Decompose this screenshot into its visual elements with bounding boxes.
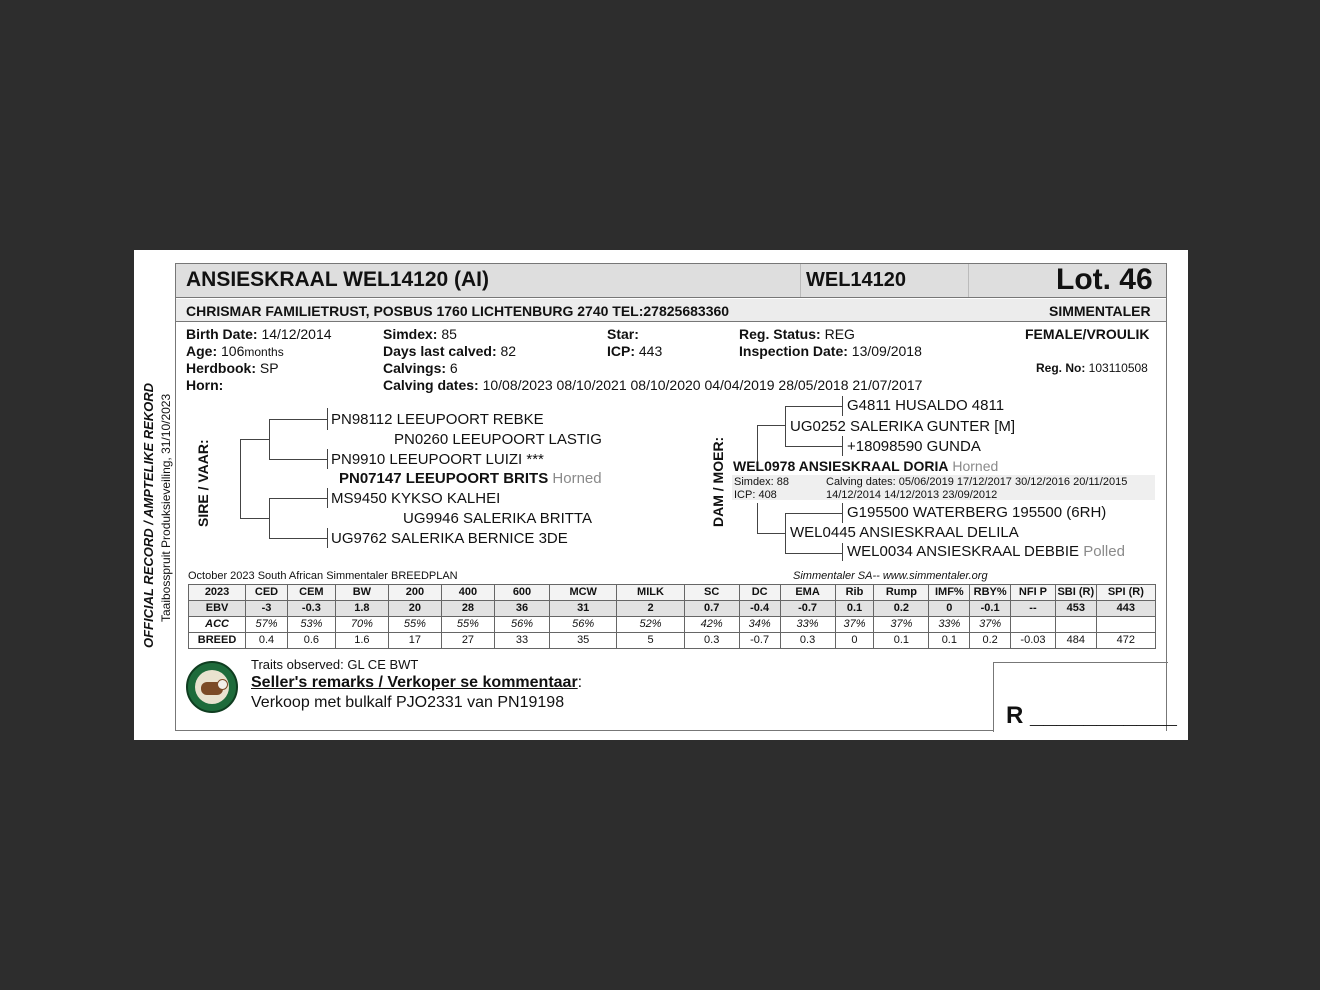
age: Age: 106months xyxy=(186,343,284,359)
breedplan-cell: RBY% xyxy=(970,585,1011,601)
animal-title: ANSIESKRAAL WEL14120 (AI) xyxy=(186,268,490,291)
breedplan-source: Simmentaler SA-- www.simmentaler.org xyxy=(793,570,988,582)
dam-dam-sire: G195500 WATERBERG 195500 (6RH) xyxy=(847,504,1107,521)
breedplan-cell: 0.3 xyxy=(780,633,835,649)
dam-name: WEL0978 ANSIESKRAAL DORIA Horned xyxy=(733,458,999,474)
days-last-calved: Days last calved: 82 xyxy=(383,343,517,359)
breedplan-cell: 20 xyxy=(388,601,441,617)
breedplan-cell: 36 xyxy=(494,601,549,617)
breedplan-cell: NFI P xyxy=(1011,585,1056,601)
dam-sire-sire: G4811 HUSALDO 4811 xyxy=(847,397,1005,414)
breedplan-cell: 56% xyxy=(494,617,549,633)
breedplan-cell: 0.7 xyxy=(684,601,739,617)
pedigree-line xyxy=(269,419,327,420)
price-field[interactable]: R ___________ xyxy=(1006,702,1177,729)
breedplan-cell xyxy=(1096,617,1155,633)
simmentaler-logo xyxy=(186,661,238,713)
sire-dam-sire: MS9450 KYKSO KALHEI xyxy=(331,490,501,507)
breedplan-cell: -0.7 xyxy=(739,633,780,649)
breedplan-cell: MCW xyxy=(550,585,617,601)
pedigree-line xyxy=(842,503,843,523)
breedplan-cell: 0.1 xyxy=(835,601,874,617)
sire-dam: PN9910 LEEUPOORT LUIZI *** xyxy=(331,451,544,468)
breedplan-cell: SPI (R) xyxy=(1096,585,1155,601)
pedigree-line xyxy=(269,419,270,459)
breedplan-cell: BW xyxy=(335,585,388,601)
herdbook: Herdbook: SP xyxy=(186,360,279,376)
breedplan-cell: 33% xyxy=(929,617,970,633)
dam-label: DAM / MOER: xyxy=(710,436,726,527)
breedplan-cell: 484 xyxy=(1055,633,1096,649)
breedplan-cell: 0.1 xyxy=(874,633,929,649)
dam-simdex: Simdex: 88 xyxy=(734,476,790,488)
breedplan-cell: 0.3 xyxy=(684,633,739,649)
sex: FEMALE/VROULIK xyxy=(1025,326,1150,342)
simdex: Simdex: 85 xyxy=(383,326,457,342)
breedplan-cell: CEM xyxy=(287,585,335,601)
star-label: Star: xyxy=(607,326,639,342)
breedplan-cell: 37% xyxy=(874,617,929,633)
pedigree-line xyxy=(757,425,785,426)
pedigree-line xyxy=(757,533,785,534)
pedigree-line xyxy=(785,553,842,554)
lot-card xyxy=(134,250,1188,740)
official-record-label: OFFICIAL RECORD / AMPTELIKE REKORD xyxy=(141,382,156,648)
breedplan-cell: -- xyxy=(1011,601,1056,617)
pedigree-line xyxy=(785,406,786,446)
breedplan-cell: 37% xyxy=(970,617,1011,633)
breedplan-cell: 33% xyxy=(780,617,835,633)
pedigree-line xyxy=(327,528,328,548)
pedigree-line xyxy=(327,449,328,469)
breed-name: SIMMENTALER xyxy=(1049,303,1151,319)
breedplan-cell: 37% xyxy=(835,617,874,633)
dam-dam-dam: WEL0034 ANSIESKRAAL DEBBIE Polled xyxy=(847,543,1125,560)
breedplan-cell: 28 xyxy=(441,601,494,617)
sire-label: SIRE / VAAR: xyxy=(195,439,211,527)
breedplan-cell: -0.3 xyxy=(287,601,335,617)
pedigree-line xyxy=(785,406,842,407)
breedplan-cell: MILK xyxy=(617,585,684,601)
breedplan-cell: 17 xyxy=(388,633,441,649)
breedplan-cell: 5 xyxy=(617,633,684,649)
pedigree-line xyxy=(269,498,327,499)
breedplan-cell: 0 xyxy=(835,633,874,649)
pedigree-line xyxy=(240,439,241,518)
breedplan-cell: 52% xyxy=(617,617,684,633)
traits-observed: Traits observed: GL CE BWT xyxy=(251,657,419,672)
sire-dam-dam: UG9762 SALERIKA BERNICE 3DE xyxy=(331,530,568,547)
breedplan-cell: SC xyxy=(684,585,739,601)
pedigree-line xyxy=(269,538,327,539)
pedigree-line xyxy=(269,498,270,538)
breedplan-header-row xyxy=(189,585,1156,601)
breedplan-cell: -0.4 xyxy=(739,601,780,617)
dam-sire: UG0252 SALERIKA GUNTER [M] xyxy=(790,418,1016,435)
breedplan-cell: ACC xyxy=(189,617,246,633)
breedplan-cell: 27 xyxy=(441,633,494,649)
pedigree-line xyxy=(757,503,758,533)
breedplan-cell: 70% xyxy=(335,617,388,633)
dam-calving-dates-2: 14/12/2014 14/12/2013 23/09/2012 xyxy=(826,489,998,501)
sire-name: PN07147 LEEUPOORT BRITS Horned xyxy=(339,470,602,487)
dam-calving-dates: Calving dates: 05/06/2019 17/12/2017 30/12/2016 20/11/2015 xyxy=(826,476,1128,488)
breedplan-cell: 0.6 xyxy=(287,633,335,649)
breedplan-cell: 53% xyxy=(287,617,335,633)
breedplan-cell: Rump xyxy=(874,585,929,601)
breedplan-breed-row xyxy=(189,633,1156,649)
breedplan-cell: CED xyxy=(246,585,288,601)
price-box-line xyxy=(993,662,1168,663)
sire-grandsire: PN0260 LEEUPOORT LASTIG xyxy=(394,431,602,448)
pedigree-line xyxy=(240,439,269,440)
breedplan-cell: 2023 xyxy=(189,585,246,601)
pedigree-line xyxy=(785,513,842,514)
icp: ICP: 443 xyxy=(607,343,663,359)
breedplan-cell: 33 xyxy=(494,633,549,649)
breedplan-cell: 42% xyxy=(684,617,739,633)
sale-label: Taaibosspruit Produksieveiling, 31/10/2023 xyxy=(159,393,173,622)
sire-sire: PN98112 LEEUPOORT REBKE xyxy=(331,411,544,428)
breedplan-table xyxy=(188,584,1156,649)
pedigree-line xyxy=(785,513,786,553)
breedplan-cell: -0.1 xyxy=(970,601,1011,617)
breedplan-cell: 2 xyxy=(617,601,684,617)
breedplan-cell: 34% xyxy=(739,617,780,633)
lot-number: Lot. 46 xyxy=(1056,263,1153,296)
breedplan-cell: 35 xyxy=(550,633,617,649)
breedplan-caption: October 2023 South African Simmentaler BREEDPLAN xyxy=(188,570,458,582)
breedplan-cell: 55% xyxy=(388,617,441,633)
breedplan-cell: -3 xyxy=(246,601,288,617)
breedplan-cell: 200 xyxy=(388,585,441,601)
pedigree-line xyxy=(842,543,843,561)
title-divider xyxy=(968,264,969,297)
breedplan-cell: Rib xyxy=(835,585,874,601)
inspection-date: Inspection Date: 13/09/2018 xyxy=(739,343,922,359)
breedplan-ebv-row xyxy=(189,601,1156,617)
breedplan-cell: SBI (R) xyxy=(1055,585,1096,601)
breedplan-cell: 453 xyxy=(1055,601,1096,617)
dam-icp: ICP: 408 xyxy=(734,489,777,501)
owner-line: CHRISMAR FAMILIETRUST, POSBUS 1760 LICHTENBURG 2740 TEL:27825683360 xyxy=(186,303,730,319)
dam-sire-dam: +18098590 GUNDA xyxy=(847,438,981,455)
breedplan-cell: BREED xyxy=(189,633,246,649)
animal-id: WEL14120 xyxy=(806,269,907,291)
dam-dam: WEL0445 ANSIESKRAAL DELILA xyxy=(790,524,1019,541)
breedplan-cell: 400 xyxy=(441,585,494,601)
breedplan-cell: 55% xyxy=(441,617,494,633)
horn-label: Horn: xyxy=(186,377,224,393)
breedplan-cell: 472 xyxy=(1096,633,1155,649)
pedigree-line xyxy=(842,396,843,416)
breedplan-cell xyxy=(1011,617,1056,633)
breedplan-cell: IMF% xyxy=(929,585,970,601)
breedplan-cell: EBV xyxy=(189,601,246,617)
breedplan-cell: 56% xyxy=(550,617,617,633)
breedplan-cell xyxy=(1055,617,1096,633)
reg-no: Reg. No: 103110508 xyxy=(1036,361,1148,375)
breedplan-cell: 0.2 xyxy=(970,633,1011,649)
breedplan-cell: 57% xyxy=(246,617,288,633)
calvings: Calvings: 6 xyxy=(383,360,458,376)
breedplan-cell: 0 xyxy=(929,601,970,617)
breedplan-cell: EMA xyxy=(780,585,835,601)
pedigree-line xyxy=(785,446,842,447)
breedplan-cell: 443 xyxy=(1096,601,1155,617)
breedplan-cell: 0.1 xyxy=(929,633,970,649)
pedigree-line xyxy=(269,459,327,460)
birth-date: Birth Date: 14/12/2014 xyxy=(186,326,332,342)
breedplan-cell: DC xyxy=(739,585,780,601)
title-divider xyxy=(800,264,801,297)
reg-status: Reg. Status: REG xyxy=(739,326,855,342)
breedplan-cell: 600 xyxy=(494,585,549,601)
breedplan-cell: -0.7 xyxy=(780,601,835,617)
breedplan-cell: 31 xyxy=(550,601,617,617)
remarks-text: Verkoop met bulkalf PJO2331 van PN19198 xyxy=(251,694,565,711)
pedigree-line xyxy=(327,488,328,508)
breedplan-cell: -0.03 xyxy=(1011,633,1056,649)
pedigree-line xyxy=(327,408,328,430)
breedplan-cell: 0.4 xyxy=(246,633,288,649)
breedplan-cell: 1.6 xyxy=(335,633,388,649)
remarks-title: Seller's remarks / Verkoper se kommentaar: xyxy=(251,674,583,691)
sire-granddam: UG9946 SALERIKA BRITTA xyxy=(403,510,592,527)
breedplan-cell: 0.2 xyxy=(874,601,929,617)
breedplan-acc-row xyxy=(189,617,1156,633)
calving-dates: Calving dates: 10/08/2023 08/10/2021 08/10/2020 04/04/2019 28/05/2018 21/07/2017 xyxy=(383,377,923,393)
breedplan-cell: 1.8 xyxy=(335,601,388,617)
pedigree-line xyxy=(842,436,843,456)
pedigree-line xyxy=(240,518,269,519)
